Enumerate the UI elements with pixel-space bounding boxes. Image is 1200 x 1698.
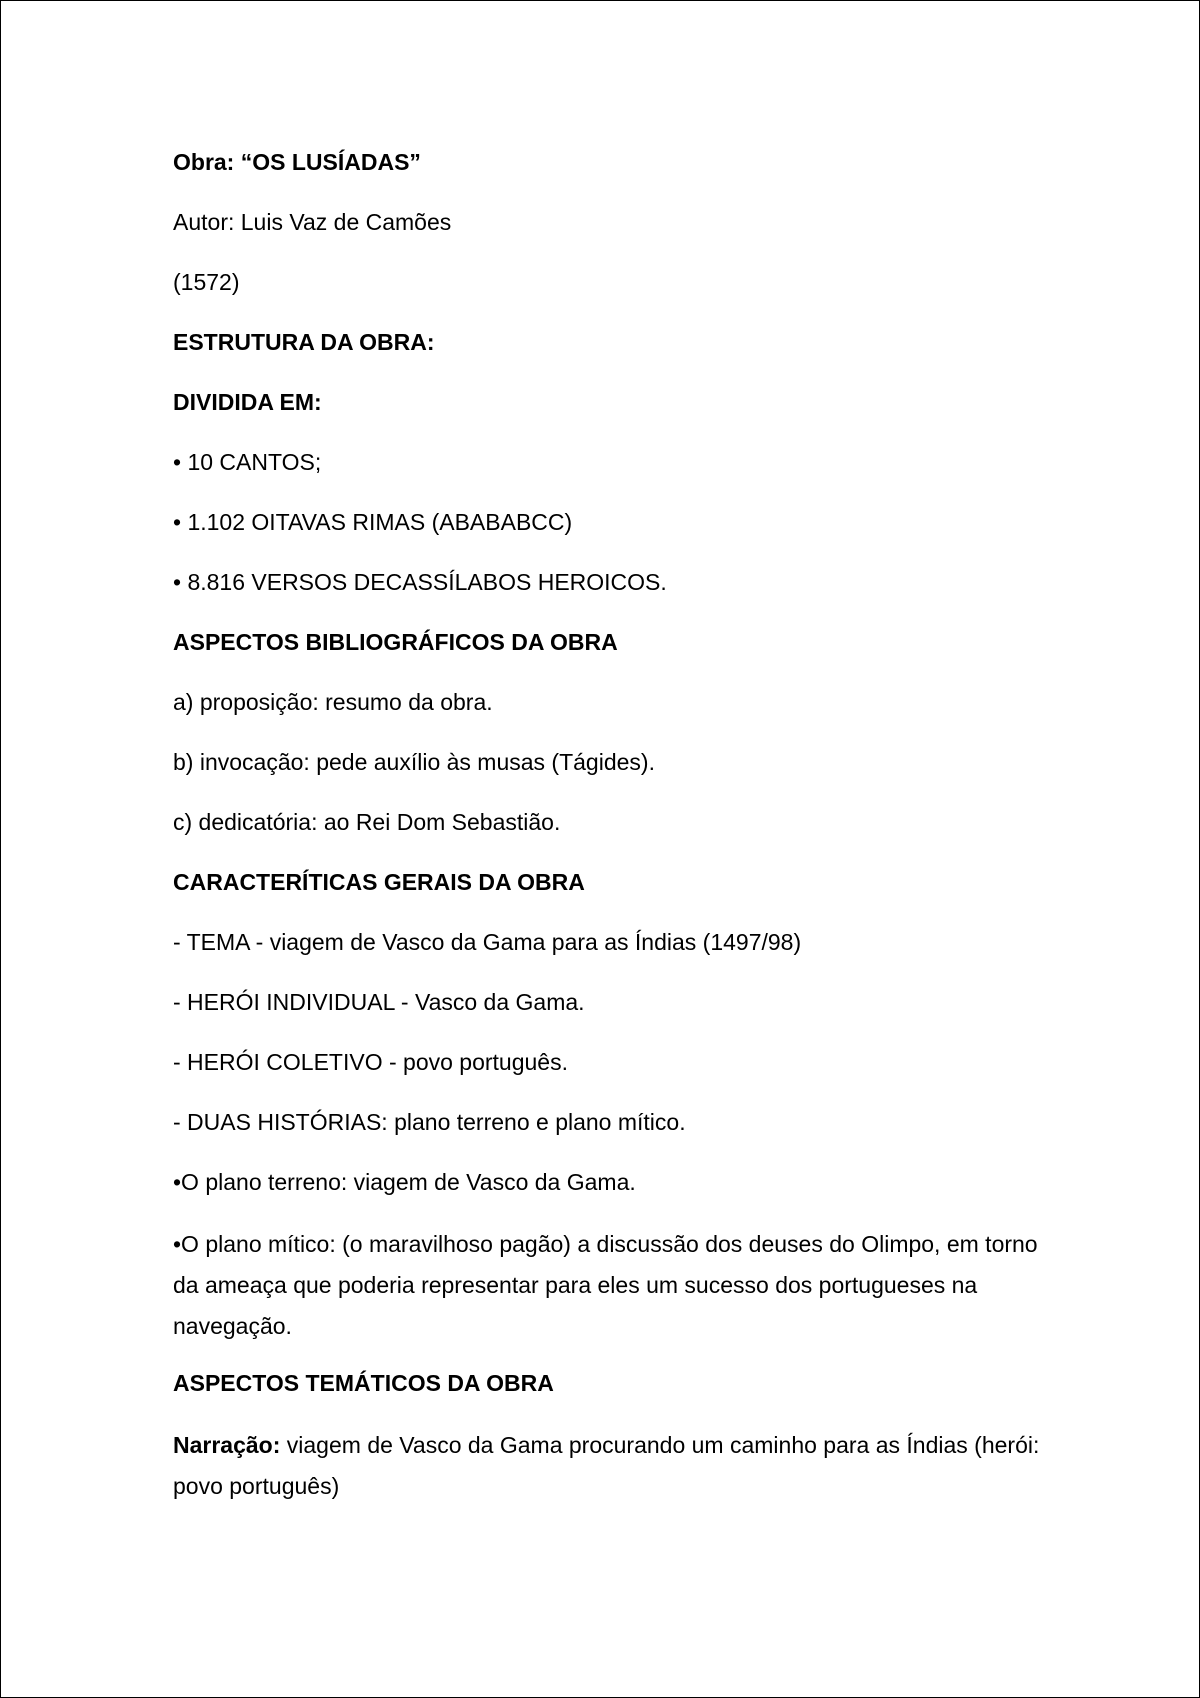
structure-item: • 1.102 OITAVAS RIMAS (ABABABCC) — [173, 509, 573, 535]
author-line: Autor: Luis Vaz de Camões — [173, 209, 452, 235]
narration-text: viagem de Vasco da Gama procurando um caminho para as Índias (herói: povo português) — [173, 1432, 1040, 1499]
narration-paragraph — [173, 1425, 1053, 1507]
document-body — [173, 144, 1053, 1507]
divided-heading: DIVIDIDA EM: — [173, 389, 322, 415]
general-item: - HERÓI COLETIVO - povo português. — [173, 1049, 568, 1075]
general-item: - DUAS HISTÓRIAS: plano terreno e plano mítico. — [173, 1109, 686, 1135]
bibliographic-item: b) invocação: pede auxílio às musas (Tágides). — [173, 749, 655, 775]
publication-year: (1572) — [173, 269, 240, 295]
general-item: - HERÓI INDIVIDUAL - Vasco da Gama. — [173, 989, 585, 1015]
bibliographic-item: c) dedicatória: ao Rei Dom Sebastião. — [173, 809, 561, 835]
bibliographic-item: a) proposição: resumo da obra. — [173, 689, 493, 715]
general-characteristics-heading: CARACTERÍTICAS GERAIS DA OBRA — [173, 869, 585, 895]
structure-item: • 10 CANTOS; — [173, 449, 322, 475]
work-title: Obra: “OS LUSÍADAS” — [173, 149, 421, 175]
structure-heading: ESTRUTURA DA OBRA: — [173, 329, 435, 355]
structure-item: • 8.816 VERSOS DECASSÍLABOS HEROICOS. — [173, 569, 667, 595]
thematic-heading: ASPECTOS TEMÁTICOS DA OBRA — [173, 1370, 554, 1396]
general-item: •O plano terreno: viagem de Vasco da Gama. — [173, 1169, 636, 1195]
general-item: - TEMA - viagem de Vasco da Gama para as Índias (1497/98) — [173, 929, 802, 955]
narration-label: Narração: — [173, 1432, 281, 1458]
mythic-plane-paragraph: •O plano mítico: (o maravilhoso pagão) a discussão dos deuses do Olimpo, em torno da ameaça que poderia representar para eles um sucesso dos portugueses na navegação. — [173, 1231, 1038, 1339]
bibliographic-heading: ASPECTOS BIBLIOGRÁFICOS DA OBRA — [173, 629, 618, 655]
